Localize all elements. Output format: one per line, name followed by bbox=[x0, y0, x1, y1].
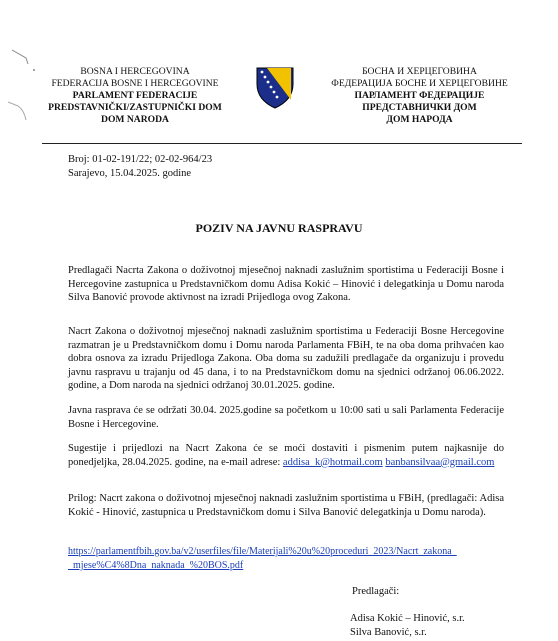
email-link[interactable]: addisa_k@hotmail.com bbox=[282, 456, 383, 468]
header-left-line: BOSNA I HERCEGOVINA bbox=[80, 66, 190, 77]
document-number: Broj: 01-02-191/22; 02-02-964/23 bbox=[68, 154, 213, 165]
header-left-line: PREDSTAVNIČKI/ZASTUPNIČKI DOM bbox=[48, 102, 222, 113]
header-right-line: ФЕДЕРАЦИЈА БОСНЕ И ХЕРЦЕГОВИНЕ bbox=[331, 78, 508, 89]
suggestions-text: Sugestije i prijedlozi na Nacrt Zakona će se moći dostaviti i pismenim putem najkasnije do ponedjeljka, 28.04.2025. godine, na e-mail adrese: bbox=[68, 443, 504, 468]
signature-label: Predlagači: bbox=[352, 586, 400, 597]
scan-marks bbox=[4, 40, 44, 130]
header-left bbox=[40, 66, 230, 126]
header-right bbox=[322, 66, 517, 126]
url-link-line[interactable]: _mjese%C4%8Dna_naknada_%20BOS.pdf bbox=[68, 559, 244, 571]
header-right-line: ПАРЛАМЕНТ ФЕДЕРАЦИЈЕ bbox=[354, 90, 485, 101]
header-right-line: ДОМ НАРОДА bbox=[386, 114, 453, 125]
signature-name: Silva Banović, s.r. bbox=[350, 627, 427, 638]
paragraph-hearing: Javna rasprava će se održati 30.04. 2025.godine sa početkom u 10:00 sati u sali Parlamenta Federacije Bosne i Hercegovine. bbox=[68, 405, 504, 430]
coat-of-arms-icon bbox=[255, 66, 295, 110]
paragraph-suggestions bbox=[68, 442, 504, 469]
header-left-line: PARLAMENT FEDERACIJE bbox=[72, 90, 198, 101]
header-divider bbox=[42, 143, 522, 144]
paragraph-background: Nacrt Zakona o doživotnoj mjesečnoj naknadi zaslužnim sportistima u Federaciji Bosne Hercegovine razmatran je u Predstavničkom domu i Domu naroda Parlamenta FBiH, te na oba doma prihvaćen kao dobra osnova za izradu Prijedloga Zakona. Oba doma su zadužili predlagače da organizuju i provedu javnu raspravu u trajanju od 45 dana, i to na Predstavničkom domu na sjednici održanoj 06.06.2022. godine, a Dom naroda na sjednici održanoj 30.01.2025. godine. bbox=[68, 326, 504, 392]
header-right-line: БОСНА И ХЕРЦЕГОВИНА bbox=[362, 66, 477, 77]
email-link[interactable]: banbansilvaa@gmail.com bbox=[385, 456, 495, 468]
header-left-line: DOM NARODA bbox=[101, 114, 169, 125]
paragraph-intro: Predlagači Nacrta Zakona o doživotnoj mjesečnoj naknadi zaslužnim sportistima u Federaciji Bosne i Hercegovine zastupnica u Predstavničkom domu Adisa Kokić – Hinović i delegatkinja u Domu naroda Silva Banović provode aktivnost na izradi Prijedloga ovog Zakona. bbox=[68, 265, 504, 304]
signature-name: Adisa Kokić – Hinović, s.r. bbox=[350, 613, 465, 624]
header-right-line: ПРЕДСТАВНИЧКИ ДОМ bbox=[362, 102, 477, 113]
paragraph-attachment: Prilog: Nacrt zakona o doživotnoj mjesečnoj naknadi zaslužnim sportistima u FBiH, (predlagači: Adisa Kokić - Hinović, zastupnica u Predstavničkom domu i Silva Banović delegatkinja u Domu naroda). bbox=[68, 493, 504, 518]
document-title: POZIV NA JAVNU RASPRAVU bbox=[195, 221, 363, 235]
url-link-line[interactable]: https://parlamentfbih.gov.ba/v2/userfiles/file/Materijali%20u%20proceduri_2023/Nacrt_zakona_ bbox=[68, 546, 457, 557]
header-left-line: FEDERACIJA BOSNE I HERCEGOVINE bbox=[51, 78, 219, 89]
attachment-url[interactable] bbox=[68, 545, 508, 572]
document-date: Sarajevo, 15.04.2025. godine bbox=[68, 168, 192, 179]
